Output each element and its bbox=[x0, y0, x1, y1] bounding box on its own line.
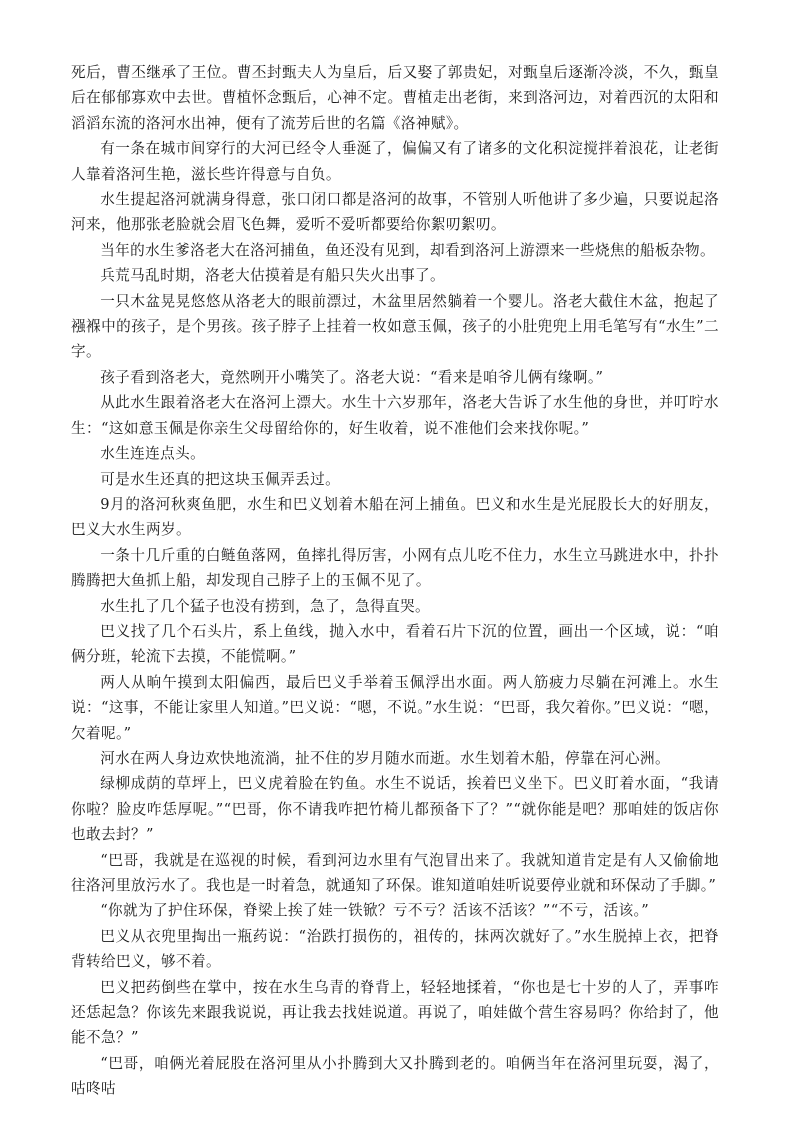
paragraph: 河水在两人身边欢快地流淌，扯不住的岁月随水而逝。水生划着木船，停靠在河心洲。 bbox=[100, 749, 670, 767]
paragraph: 兵荒马乱时期，洛老大估摸着是有船只失火出事了。 bbox=[100, 267, 446, 285]
paragraph: 孩子看到洛老大，竟然咧开小嘴笑了。洛老大说：“看来是咱爷儿俩有缘啊。” bbox=[100, 368, 604, 386]
paragraph: 水生连连点头。 bbox=[100, 445, 206, 463]
paragraph: “你就为了护住环保，脊梁上挨了娃一铁锨？亏不亏？活该不活该？”“不亏，活该。” bbox=[100, 902, 650, 920]
paragraph: 两人从晌午摸到太阳偏西，最后巴义手举着玉佩浮出水面。两人筋疲力尽躺在河滩上。水生说：“这事，不能让家里人知道。”巴义说：“嗯，不说。”水生说：“巴哥，我欠着你。”巴义说：“嗯，欠着呢。” bbox=[71, 673, 719, 742]
paragraph: 死后，曹丕继承了王位。曹丕封甄夫人为皇后，后又娶了郭贵妃，对甄皇后逐渐冷淡，不久，甄皇后在郁郁寡欢中去世。曹植怀念甄后，心神不定。曹植走出老街，来到洛河边，对着西沉的太阳和滔滔东流的洛河水出神，便有了流芳后世的名篇《洛神赋》。 bbox=[71, 64, 719, 132]
paragraph: 巴义从衣兜里掏出一瓶药说：“治跌打损伤的，祖传的，抹两次就好了。”水生脱掉上衣，把脊背转给巴义，够不着。 bbox=[71, 927, 719, 971]
paragraph: 9月的洛河秋爽鱼肥，水生和巴义划着木船在河上捕鱼。巴义和水生是光屁股长大的好朋友，巴义大水生两岁。 bbox=[71, 495, 719, 539]
story-text bbox=[71, 60, 719, 1102]
paragraph: 绿柳成荫的草坪上，巴义虎着脸在钓鱼。水生不说话，挨着巴义坐下。巴义盯着水面，“我请你啦？脸皮咋恁厚呢。”“巴哥，你不请我咋把竹椅儿都预备下了？”“就你能是吧？那咱娃的饭店你也敢去封？” bbox=[71, 775, 719, 844]
paragraph: 有一条在城市间穿行的大河已经令人垂涎了，偏偏又有了诸多的文化积淀搅拌着浪花，让老街人靠着洛河生艳，滋长些许得意与自负。 bbox=[71, 140, 719, 183]
paragraph: 从此水生跟着洛老大在洛河上漂大。水生十六岁那年，洛老大告诉了水生他的身世，并叮咛水生：“这如意玉佩是你亲生父母留给你的，好生收着，说不准他们会来找你呢。” bbox=[71, 394, 719, 437]
paragraph: “巴哥，我就是在巡视的时候，看到河边水里有气泡冒出来了。我就知道肯定是有人又偷偷地往洛河里放污水了。我也是一时着急，就通知了环保。谁知道咱娃听说要停业就和环保动了手脚。” bbox=[71, 851, 719, 894]
paragraph: 水生扎了几个猛子也没有捞到，急了，急得直哭。 bbox=[100, 597, 431, 615]
paragraph: 巴义把药倒些在掌中，按在水生乌青的脊背上，轻轻地揉着，“你也是七十岁的人了，弄事咋还恁起急？你该先来跟我说说，再让我去找娃说道。再说了，咱娃做个营生容易吗？你给封了，他能不急？” bbox=[71, 978, 719, 1047]
paragraph: 一条十几斤重的白鲢鱼落网，鱼摔扎得厉害，小网有点儿吃不住力，水生立马跳进水中，扑扑腾腾把大鱼抓上船，却发现自己脖子上的玉佩不见了。 bbox=[71, 546, 719, 590]
paragraph: 巴义找了几个石头片，系上鱼线，抛入水中，看着石片下沉的位置，画出一个区域，说：“咱俩分班，轮流下去摸，不能慌啊。” bbox=[71, 622, 719, 666]
paragraph: 一只木盆晃晃悠悠从洛老大的眼前漂过，木盆里居然躺着一个婴儿。洛老大截住木盆，抱起了襁褓中的孩子，是个男孩。孩子脖子上挂着一枚如意玉佩，孩子的小肚兜兜上用毛笔写有“水生”二字。 bbox=[71, 292, 719, 361]
paragraph: 当年的水生爹洛老大在洛河捕鱼，鱼还没有见到，却看到洛河上游漂来一些烧焦的船板杂物。 bbox=[100, 241, 715, 259]
paragraph: “巴哥，咱俩光着屁股在洛河里从小扑腾到大又扑腾到老的。咱俩当年在洛河里玩耍，渴了，咕咚咕 bbox=[71, 1054, 719, 1098]
paragraph: 水生提起洛河就满身得意，张口闭口都是洛河的故事，不管别人听他讲了多少遍，只要说起洛河来，他那张老脸就会眉飞色舞，爱听不爱听都要给你絮叨絮叨。 bbox=[71, 191, 719, 234]
paragraph: 可是水生还真的把这块玉佩弄丢过。 bbox=[100, 470, 341, 488]
